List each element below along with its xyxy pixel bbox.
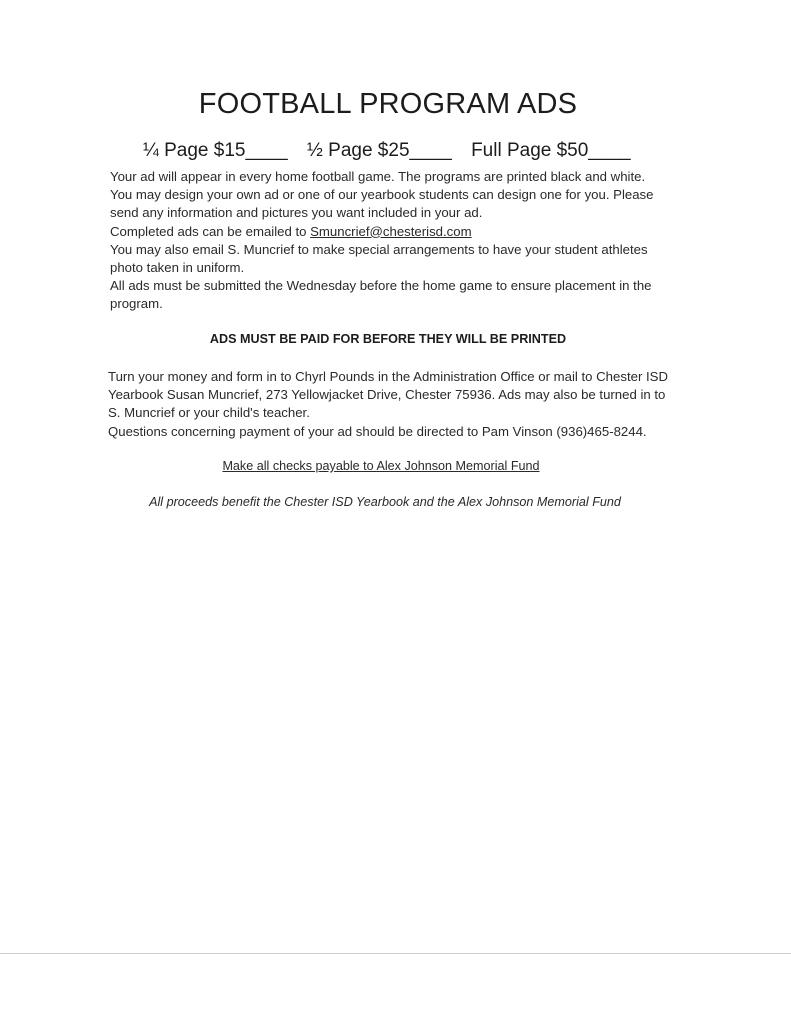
turnin-line: S. Muncrief or your child's teacher. — [108, 405, 310, 421]
email-link[interactable]: Smuncrief@chesterisd.com — [310, 223, 472, 239]
checks-payable-note: Make all checks payable to Alex Johnson Memorial Fund — [222, 459, 540, 473]
email-prefix: Completed ads can be emailed to — [110, 223, 311, 239]
intro-text — [110, 168, 685, 314]
intro-line: You may also email S. Muncrief to make special arrangements to have your student athletes — [110, 241, 648, 257]
turn-in-instructions — [108, 368, 698, 441]
turnin-line: Yearbook Susan Muncrief, 273 Yellowjacket Drive, Chester 75936. Ads may also be turned in to — [108, 387, 666, 403]
full-page-price: Full Page $50____ — [471, 140, 631, 161]
intro-line: All ads must be submitted the Wednesday before the home game to ensure placement in the — [110, 278, 652, 294]
intro-line: program. — [110, 296, 163, 312]
scan-divider — [0, 953, 791, 954]
turnin-line: Questions concerning payment of your ad should be directed to Pam Vinson (936)465-8244. — [108, 423, 647, 439]
page-title: FOOTBALL PROGRAM ADS — [198, 88, 578, 120]
intro-line: send any information and pictures you want included in your ad. — [110, 205, 483, 221]
price-options — [143, 140, 645, 162]
half-page-price: ½ Page $25____ — [307, 140, 452, 161]
proceeds-note: All proceeds benefit the Chester ISD Yearbook and the Alex Johnson Memorial Fund — [149, 495, 621, 509]
intro-line: photo taken in uniform. — [110, 260, 245, 276]
turnin-line: Turn your money and form in to Chyrl Pounds in the Administration Office or mail to Chester ISD — [108, 369, 668, 384]
quarter-page-price: ¼ Page $15____ — [143, 140, 288, 161]
intro-line: You may design your own ad or one of our yearbook students can design one for you. Please — [110, 187, 654, 203]
payment-notice: ADS MUST BE PAID FOR BEFORE THEY WILL BE PRINTED — [209, 332, 567, 346]
intro-line: Your ad will appear in every home football game. The programs are printed black and white. — [110, 169, 646, 184]
email-line — [110, 223, 685, 241]
